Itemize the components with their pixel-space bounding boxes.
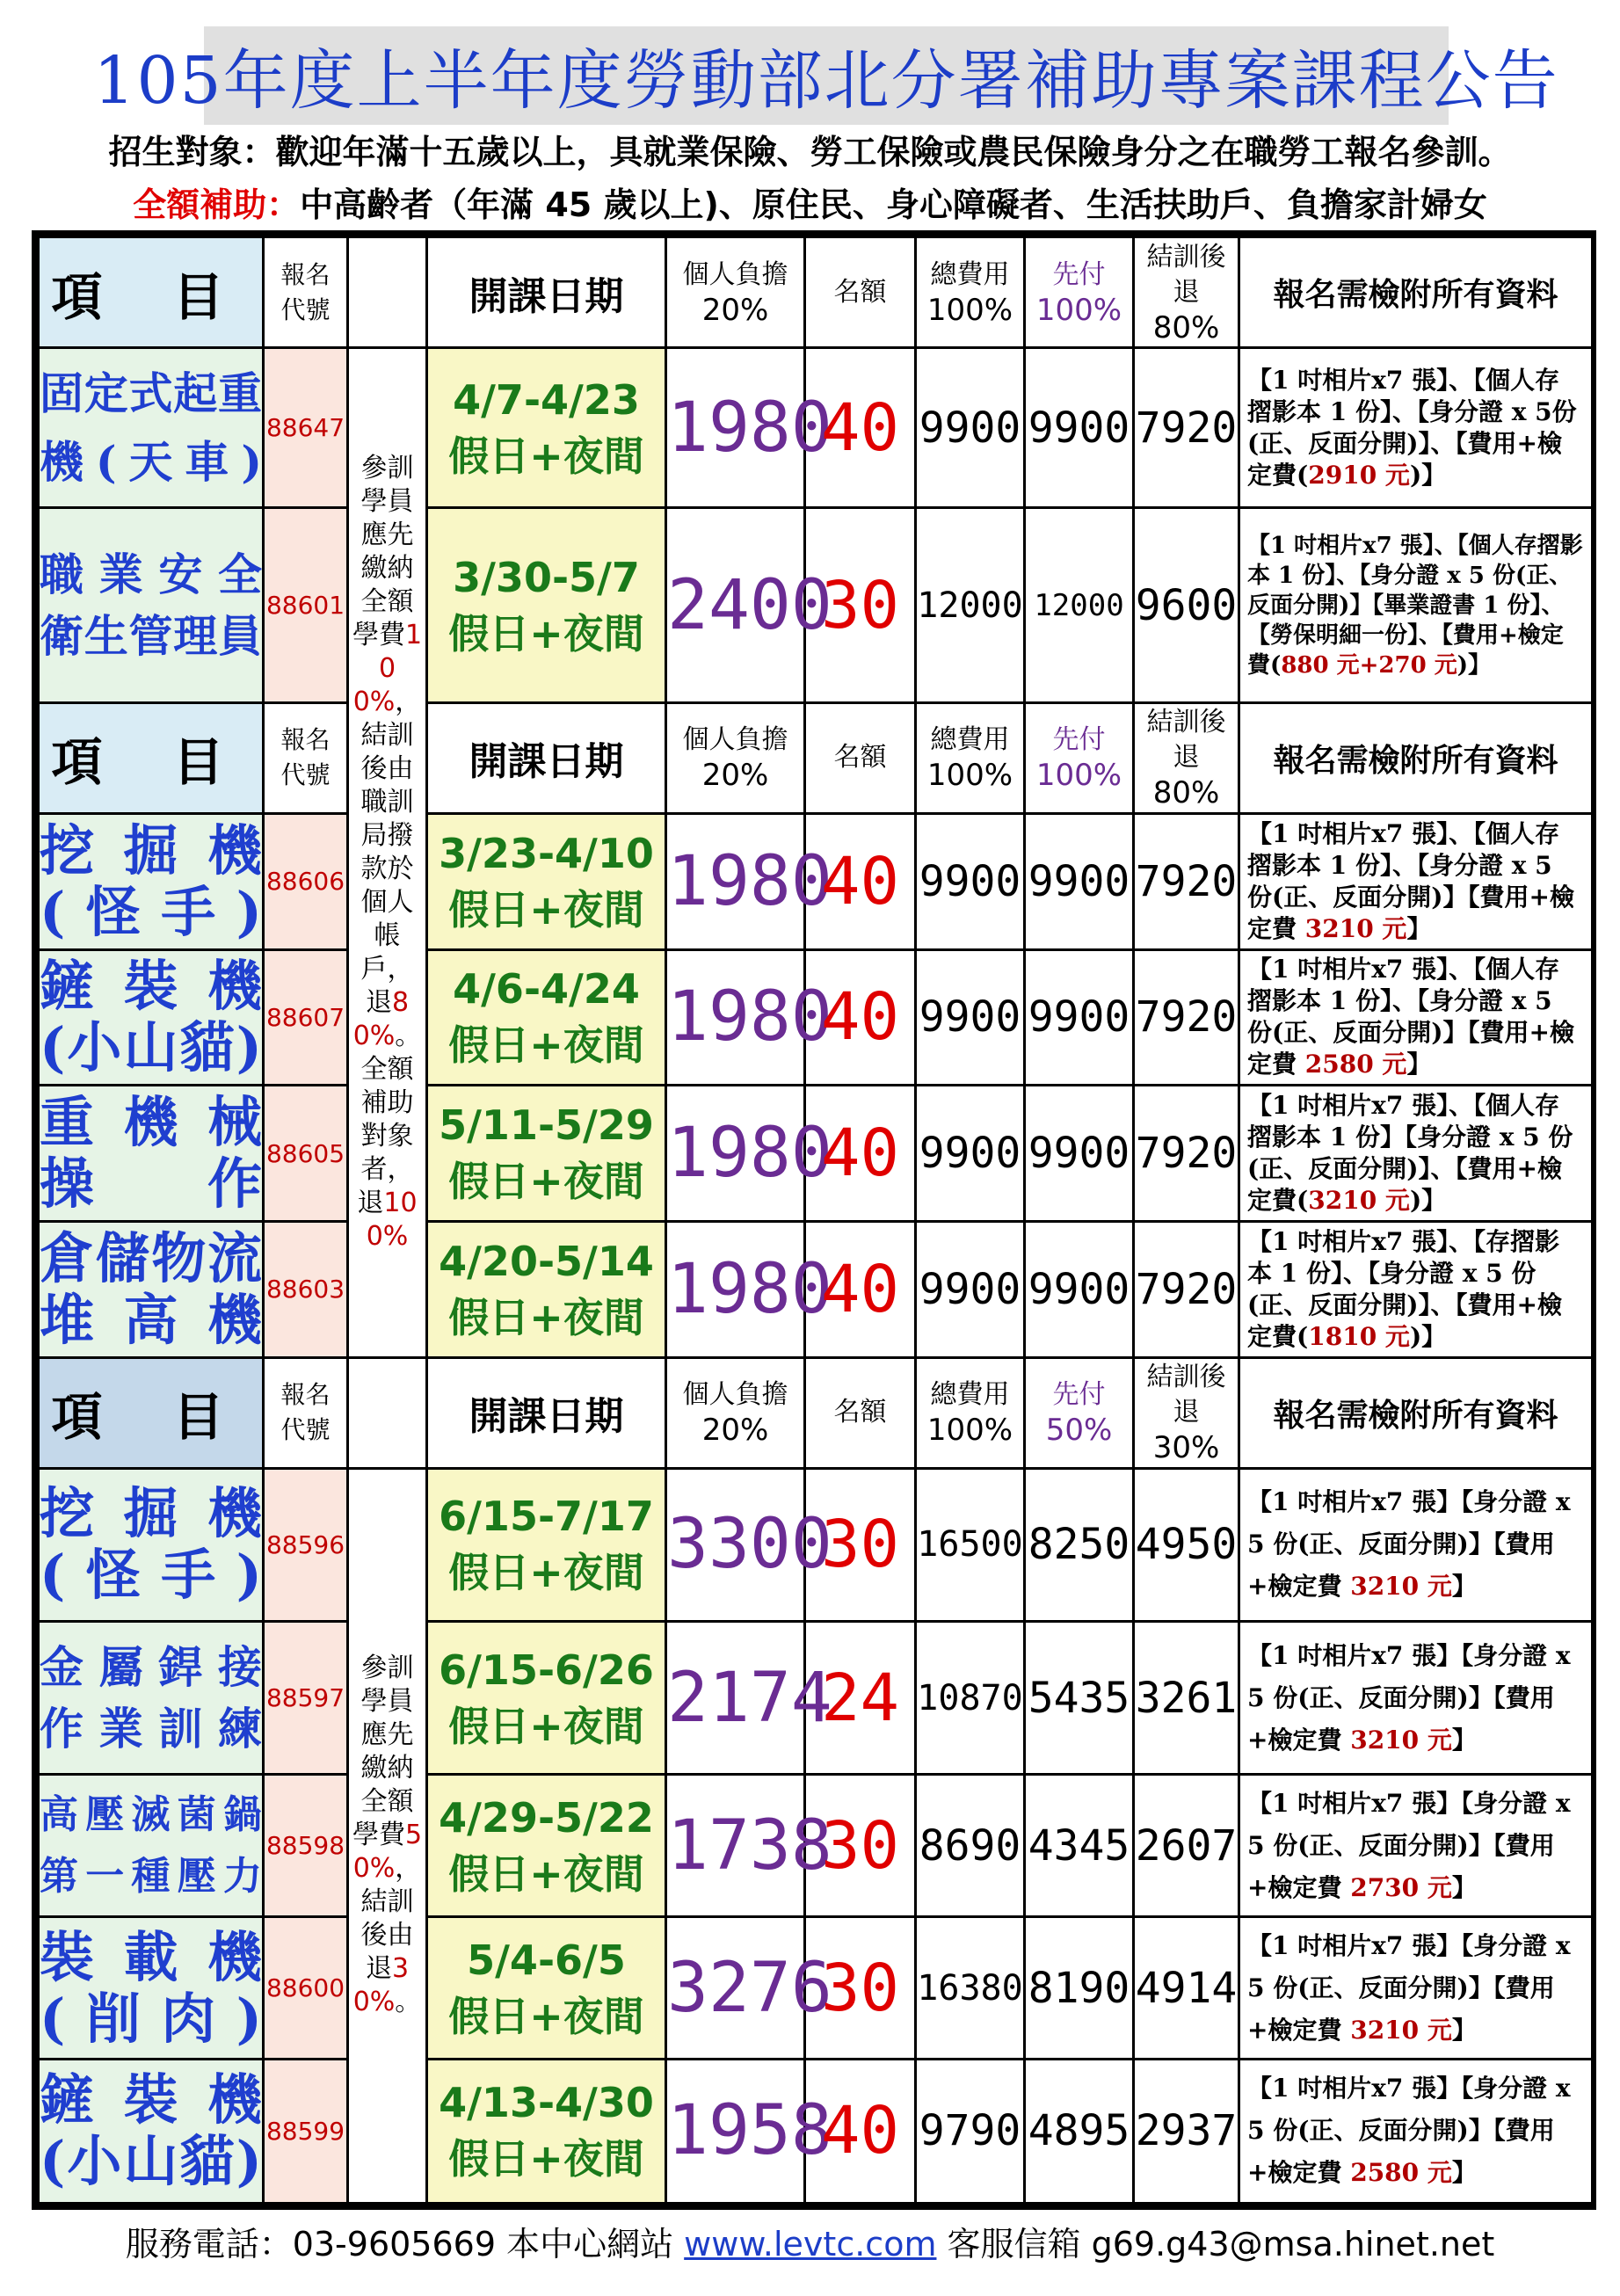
course-prepay: 4345	[1025, 1775, 1134, 1917]
header-quota: 名額	[805, 702, 916, 813]
docs-text: 【1 吋相片x7 張】【身分證 x 5 份(正、反面分開)】【費用+檢定費	[1247, 1640, 1571, 1755]
course-name-line1: 鏟裝機	[40, 954, 262, 1019]
header-share-pct: 20%	[701, 1413, 769, 1449]
course-date	[427, 1221, 666, 1357]
course-date-range: 4/29-5/22	[439, 1793, 654, 1842]
header-docs: 報名需檢附所有資料	[1239, 237, 1593, 348]
course-date	[427, 508, 666, 702]
subsidy-note-2	[348, 1468, 427, 2203]
course-row	[39, 949, 1593, 1086]
course-docs	[1239, 813, 1593, 949]
course-total: 16500	[916, 1468, 1025, 1621]
course-name-line1: 重機械	[40, 1090, 262, 1155]
course-row	[39, 813, 1593, 949]
course-name	[39, 1917, 264, 2060]
course-table	[37, 236, 1594, 2205]
course-name-line2: (小山貓)	[40, 2129, 262, 2194]
full-subsidy-label: 全額補助：	[133, 185, 301, 224]
header-code	[264, 1357, 348, 1468]
course-share: 1980	[666, 813, 805, 949]
course-name-line2: (小山貓)	[40, 1015, 262, 1080]
docs-end: )】	[1457, 651, 1492, 679]
header-share	[666, 702, 805, 813]
course-prepay: 8190	[1025, 1917, 1134, 2060]
course-refund: 7920	[1134, 348, 1239, 508]
footer-phone: 服務電話：03-9605669 本中心網站	[125, 2225, 685, 2263]
header-refund	[1134, 237, 1239, 348]
course-date	[427, 2059, 666, 2203]
course-name-line1: 倉儲物流	[40, 1225, 262, 1290]
course-name	[39, 2059, 264, 2203]
course-code: 88600	[264, 1917, 348, 2060]
full-subsidy-text: 中高齡者（年滿 45 歲以上)、原住民、身心障礙者、生活扶助戶、負擔家計婦女	[300, 185, 1487, 224]
course-prepay: 4895	[1025, 2059, 1134, 2203]
note1-d: 80%	[352, 986, 410, 1051]
course-docs	[1239, 508, 1593, 702]
course-name-line1: 挖掘機	[40, 1481, 262, 1546]
course-row	[39, 1086, 1593, 1222]
docs-text: 【1 吋相片x7 張】【身分證 x 5 份(正、反面分開)】【費用+檢定費	[1247, 1487, 1571, 1602]
course-share: 1980	[666, 348, 805, 508]
header-prepay	[1025, 237, 1134, 348]
course-prepay: 5435	[1025, 1621, 1134, 1774]
docs-end: )】	[1409, 1321, 1447, 1351]
header-code-line2: 代號	[280, 760, 331, 790]
footer	[0, 2217, 1620, 2265]
docs-fee: 880 元+270 元	[1281, 651, 1457, 679]
course-code: 88647	[264, 348, 348, 508]
note1-c: ，結訓後由職訓局撥款於個人帳戶，退	[360, 686, 422, 1018]
course-name-line2: (削肉)	[40, 1986, 262, 2051]
course-share: 1980	[666, 1221, 805, 1357]
course-quota: 30	[805, 1917, 916, 2060]
subsidy-note-1	[348, 348, 427, 1358]
course-share: 3276	[666, 1917, 805, 2060]
course-name	[39, 508, 264, 702]
course-prepay: 9900	[1025, 1086, 1134, 1222]
header-row	[39, 702, 1593, 813]
course-refund: 4914	[1134, 1917, 1239, 2060]
course-row	[39, 1468, 1593, 1621]
header-prepay-pct: 100%	[1035, 758, 1122, 794]
course-name-line1: 裝載機	[40, 1924, 262, 1989]
course-date-type: 假日+夜間	[448, 1293, 644, 1341]
note1-a: 參訓學員應先繳納全額學費	[352, 452, 414, 650]
course-table-frame	[32, 230, 1596, 2210]
note1-e: 。全額補助對象者，退	[357, 1020, 422, 1218]
course-date	[427, 813, 666, 949]
header-share-label: 個人負擔	[682, 258, 788, 290]
course-total: 9900	[916, 348, 1025, 508]
course-refund: 7920	[1134, 1086, 1239, 1222]
course-date	[427, 949, 666, 1086]
note-header-blank-3	[348, 1357, 427, 1468]
course-quota: 30	[805, 1775, 916, 1917]
header-total	[916, 702, 1025, 813]
course-docs	[1239, 949, 1593, 1086]
course-docs	[1239, 1775, 1593, 1917]
course-code: 88607	[264, 949, 348, 1086]
header-refund-label: 結訓後退	[1146, 241, 1226, 308]
course-row	[39, 348, 1593, 508]
course-row	[39, 508, 1593, 702]
header-share	[666, 237, 805, 348]
header-refund	[1134, 702, 1239, 813]
course-name	[39, 813, 264, 949]
header-total-label: 總費用	[930, 724, 1010, 756]
header-date: 開課日期	[427, 702, 666, 813]
course-refund: 7920	[1134, 1221, 1239, 1357]
page-title: 105年度上半年度勞動部北分署補助專案課程公告	[93, 43, 1559, 119]
docs-end: 】	[1451, 1572, 1477, 1602]
note2-b: 50%	[352, 1820, 423, 1885]
course-refund: 7920	[1134, 949, 1239, 1086]
course-name	[39, 348, 264, 508]
course-total: 10870	[916, 1621, 1025, 1774]
docs-fee: 2580 元	[1304, 1050, 1407, 1079]
course-name-line1: 金屬銲接	[40, 1640, 262, 1693]
course-date-range: 4/6-4/24	[453, 965, 640, 1014]
course-quota: 40	[805, 813, 916, 949]
course-name-line2: 機(天車)	[40, 435, 262, 488]
full-subsidy-line	[0, 178, 1620, 226]
course-date-range: 6/15-7/17	[439, 1493, 654, 1541]
header-share	[666, 1357, 805, 1468]
header-prepay-label: 先付	[1052, 1379, 1106, 1411]
course-quota: 40	[805, 1086, 916, 1222]
course-code: 88605	[264, 1086, 348, 1222]
course-total: 9900	[916, 1221, 1025, 1357]
course-date-range: 4/7-4/23	[453, 375, 640, 424]
docs-end: 】	[1451, 2158, 1477, 2188]
docs-text: 【1 吋相片x7 張】、【個人存摺影本 1 份】、【身分證 x 5 份(正、反面分開)】【畢業證書 1 份】、【勞保明細一份】、【費用+檢定費(	[1247, 532, 1583, 679]
course-code: 88603	[264, 1221, 348, 1357]
header-item: 項 目	[39, 237, 264, 348]
course-prepay: 12000	[1025, 508, 1134, 702]
course-name-line2: 衛生管理員	[40, 609, 262, 662]
course-date-range: 3/23-4/10	[439, 829, 654, 877]
header-refund-label: 結訓後退	[1146, 707, 1226, 774]
course-name-line2: 堆高機	[40, 1287, 262, 1352]
course-prepay: 9900	[1025, 813, 1134, 949]
note2-e: 。	[395, 1987, 422, 2018]
docs-fee: 3210 元	[1350, 1725, 1452, 1755]
course-date-type: 假日+夜間	[448, 885, 644, 934]
header-total-pct: 100%	[926, 758, 1013, 794]
course-date	[427, 1621, 666, 1774]
course-code: 88597	[264, 1621, 348, 1774]
header-prepay	[1025, 1357, 1134, 1468]
course-date	[427, 1917, 666, 2060]
enroll-text: 歡迎年滿十五歲以上，具就業保險、勞工保險或農民保險身分之在職勞工報名參訓。	[275, 133, 1512, 171]
course-refund: 9600	[1134, 508, 1239, 702]
docs-text: 【1 吋相片x7 張】、【個人存摺影本 1 份】、【身分證 x 5 份(正、反面分開)】【費用+檢定費	[1247, 818, 1574, 943]
course-docs	[1239, 1621, 1593, 1774]
course-date-type: 假日+夜間	[448, 2135, 644, 2183]
docs-end: 】	[1451, 1872, 1477, 1902]
course-quota: 40	[805, 348, 916, 508]
course-row	[39, 1221, 1593, 1357]
header-total-label: 總費用	[930, 1379, 1010, 1411]
header-docs: 報名需檢附所有資料	[1239, 1357, 1593, 1468]
header-code	[264, 702, 348, 813]
course-docs	[1239, 1468, 1593, 1621]
docs-fee: 2580 元	[1350, 2158, 1452, 2188]
header-prepay-label: 先付	[1052, 258, 1106, 290]
course-prepay: 8250	[1025, 1468, 1134, 1621]
course-share: 3300	[666, 1468, 805, 1621]
course-refund: 2607	[1134, 1775, 1239, 1917]
header-share-pct: 20%	[701, 292, 769, 328]
course-name	[39, 1086, 264, 1222]
header-refund-pct: 80%	[1152, 775, 1220, 811]
header-code-line2: 代號	[280, 1415, 331, 1445]
docs-text: 【1 吋相片x7 張】【身分證 x 5 份(正、反面分開)】【費用+檢定費	[1247, 1930, 1571, 2045]
header-docs: 報名需檢附所有資料	[1239, 702, 1593, 813]
header-code-line1: 報名	[280, 725, 331, 755]
course-refund: 4950	[1134, 1468, 1239, 1621]
docs-text: 【1 吋相片x7 張】【身分證 x 5 份(正、反面分開)】【費用+檢定費	[1247, 1788, 1571, 1902]
title-banner	[93, 26, 1559, 125]
docs-fee: 3210 元	[1350, 1572, 1452, 1602]
header-prepay-label: 先付	[1052, 724, 1106, 756]
course-refund: 3261	[1134, 1621, 1239, 1774]
footer-site-link[interactable]: www.levtc.com	[684, 2225, 937, 2263]
course-row	[39, 2059, 1593, 2203]
docs-text: 【1 吋相片x7 張】、【存摺影本 1 份】、【身分證 x 5 份(正、反面分開)】、【費用+檢定費(	[1247, 1226, 1562, 1351]
course-name-line1: 職業安全	[40, 548, 262, 600]
course-date-type: 假日+夜間	[448, 1158, 644, 1206]
footer-mail: 客服信箱 g69.g43@msa.hinet.net	[936, 2225, 1495, 2263]
header-total	[916, 237, 1025, 348]
course-quota: 30	[805, 508, 916, 702]
enroll-line	[0, 125, 1620, 173]
course-total: 9900	[916, 949, 1025, 1086]
header-refund	[1134, 1357, 1239, 1468]
note1-b: 100%	[352, 619, 423, 717]
docs-end: 】	[1451, 1725, 1477, 1755]
header-total-pct: 100%	[926, 292, 1013, 328]
header-share-pct: 20%	[701, 758, 769, 794]
course-date-range: 5/4-6/5	[467, 1936, 626, 1984]
course-name-line1: 挖掘機	[40, 817, 262, 883]
docs-fee: 1810 元	[1308, 1321, 1410, 1351]
course-total: 16380	[916, 1917, 1025, 2060]
course-name-line2: (怪手)	[40, 879, 262, 944]
course-quota: 40	[805, 1221, 916, 1357]
header-quota: 名額	[805, 1357, 916, 1468]
docs-end: 】	[1406, 913, 1432, 943]
header-date: 開課日期	[427, 237, 666, 348]
header-code-line1: 報名	[280, 1380, 331, 1410]
docs-text: 【1 吋相片x7 張】【身分證 x 5 份(正、反面分開)】【費用+檢定費	[1247, 2074, 1571, 2188]
docs-text: 【1 吋相片x7 張】、【個人存摺影本 1 份】、【身分證 x 5 份(正、反面分開)】【費用+檢定費	[1247, 955, 1574, 1079]
course-date-range: 6/15-6/26	[439, 1646, 654, 1694]
header-code-line1: 報名	[280, 259, 331, 289]
docs-end: 】	[1451, 2015, 1477, 2045]
course-date-type: 假日+夜間	[448, 1702, 644, 1750]
note2-c: ，結訓後由退	[360, 1853, 422, 1985]
course-share: 1958	[666, 2059, 805, 2203]
course-docs	[1239, 1086, 1593, 1222]
course-date	[427, 1775, 666, 1917]
course-share: 1980	[666, 1086, 805, 1222]
header-total-label: 總費用	[930, 258, 1010, 290]
note1-f: 100%	[366, 1187, 418, 1252]
course-quota: 24	[805, 1621, 916, 1774]
course-code: 88596	[264, 1468, 348, 1621]
header-item: 項 目	[39, 702, 264, 813]
course-date-range: 4/13-4/30	[439, 2079, 654, 2127]
docs-end: )】	[1409, 1186, 1447, 1216]
header-code-line2: 代號	[280, 294, 331, 324]
course-share: 2174	[666, 1621, 805, 1774]
course-docs	[1239, 1917, 1593, 2060]
course-code: 88599	[264, 2059, 348, 2203]
docs-fee: 2910 元	[1308, 460, 1410, 490]
course-quota: 40	[805, 949, 916, 1086]
header-prepay-pct: 100%	[1035, 292, 1122, 328]
course-total: 9790	[916, 2059, 1025, 2203]
course-date-type: 假日+夜間	[448, 1992, 644, 2040]
course-date-type: 假日+夜間	[448, 432, 644, 480]
header-row	[39, 237, 1593, 348]
course-prepay: 9900	[1025, 949, 1134, 1086]
course-docs	[1239, 1221, 1593, 1357]
course-date-type: 假日+夜間	[448, 1021, 644, 1070]
course-name-line2: (怪手)	[40, 1543, 262, 1608]
header-refund-pct: 30%	[1152, 1430, 1220, 1466]
header-total	[916, 1357, 1025, 1468]
course-prepay: 9900	[1025, 348, 1134, 508]
course-share: 2400	[666, 508, 805, 702]
course-refund: 2937	[1134, 2059, 1239, 2203]
header-share-label: 個人負擔	[682, 1379, 788, 1411]
course-name-line1: 高壓滅菌鍋	[40, 1791, 262, 1837]
course-prepay: 9900	[1025, 1221, 1134, 1357]
course-name	[39, 1468, 264, 1621]
course-code: 88598	[264, 1775, 348, 1917]
course-code: 88601	[264, 508, 348, 702]
course-name	[39, 949, 264, 1086]
docs-text: 【1 吋相片x7 張】、【個人存摺影本 1 份】、【身分證 x 5份(正、反面分開)】、【費用+檢定費(	[1247, 365, 1577, 490]
header-item: 項 目	[39, 1357, 264, 1468]
course-total: 9900	[916, 1086, 1025, 1222]
course-date-type: 假日+夜間	[448, 609, 644, 658]
course-name-line2: 作業訓練	[40, 1702, 262, 1755]
header-total-pct: 100%	[926, 1413, 1013, 1449]
course-date-range: 5/11-5/29	[439, 1101, 654, 1150]
header-refund-label: 結訓後退	[1146, 1362, 1226, 1428]
course-name-line2: 第一種壓力	[40, 1853, 262, 1899]
course-date	[427, 348, 666, 508]
header-quota: 名額	[805, 237, 916, 348]
note2-d: 30%	[352, 1953, 410, 2018]
course-share: 1980	[666, 949, 805, 1086]
course-date-type: 假日+夜間	[448, 1849, 644, 1898]
course-quota: 30	[805, 1468, 916, 1621]
docs-fee: 3210 元	[1308, 1186, 1410, 1216]
course-date-range: 4/20-5/14	[439, 1237, 654, 1285]
course-total: 12000	[916, 508, 1025, 702]
header-date: 開課日期	[427, 1357, 666, 1468]
note-header-blank-1	[348, 237, 427, 348]
enroll-prefix: 招生對象：	[108, 133, 276, 171]
course-docs	[1239, 348, 1593, 508]
course-name	[39, 1775, 264, 1917]
course-refund: 7920	[1134, 813, 1239, 949]
course-code: 88606	[264, 813, 348, 949]
course-date-range: 3/30-5/7	[453, 553, 640, 601]
header-code	[264, 237, 348, 348]
course-quota: 40	[805, 2059, 916, 2203]
course-row	[39, 1917, 1593, 2060]
docs-end: )】	[1409, 460, 1447, 490]
course-total: 9900	[916, 813, 1025, 949]
docs-fee: 3210 元	[1350, 2015, 1452, 2045]
header-refund-pct: 80%	[1152, 309, 1220, 345]
docs-text: 【1 吋相片x7 張】、【個人存摺影本 1 份】【身分證 x 5 份(正、反面分開)】、【費用+檢定費(	[1247, 1091, 1573, 1216]
course-name-line2: 操作	[40, 1152, 262, 1217]
course-name-line1: 鏟裝機	[40, 2067, 262, 2133]
course-date	[427, 1468, 666, 1621]
course-row	[39, 1621, 1593, 1774]
header-prepay	[1025, 702, 1134, 813]
course-name-line1: 固定式起重	[40, 367, 262, 419]
course-total: 8690	[916, 1775, 1025, 1917]
course-share: 1738	[666, 1775, 805, 1917]
header-row	[39, 1357, 1593, 1468]
course-date-type: 假日+夜間	[448, 1549, 644, 1597]
docs-end: 】	[1406, 1050, 1432, 1079]
docs-fee: 2730 元	[1350, 1872, 1452, 1902]
header-prepay-pct: 50%	[1045, 1413, 1113, 1449]
note2-a: 參訓學員應先繳納全額學費	[352, 1653, 414, 1851]
course-docs	[1239, 2059, 1593, 2203]
course-name	[39, 1221, 264, 1357]
docs-fee: 3210 元	[1304, 913, 1407, 943]
course-name	[39, 1621, 264, 1774]
course-row	[39, 1775, 1593, 1917]
course-date	[427, 1086, 666, 1222]
header-share-label: 個人負擔	[682, 724, 788, 756]
